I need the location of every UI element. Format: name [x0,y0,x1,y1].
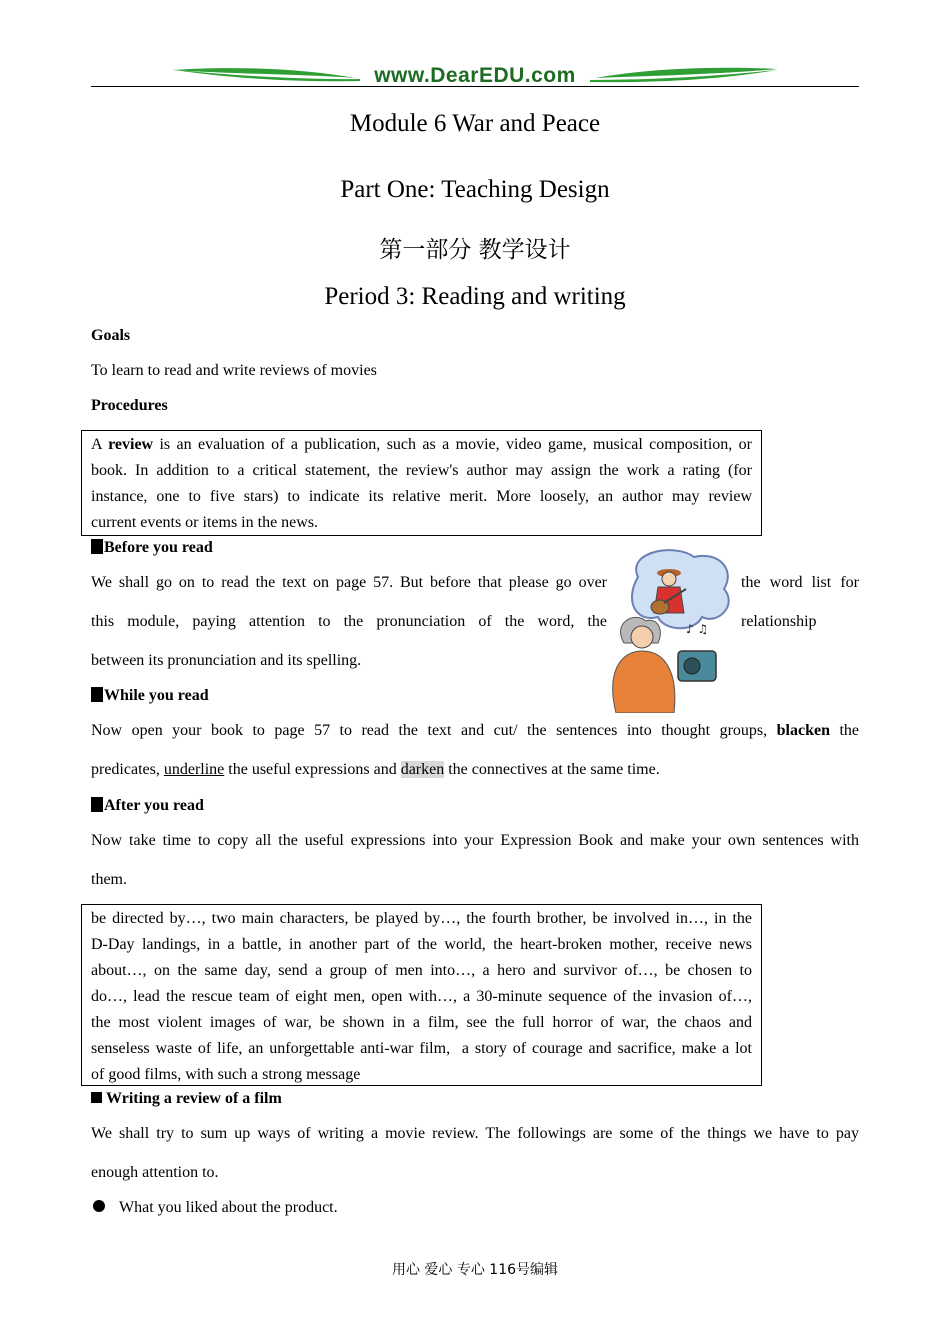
review-definition-box [81,430,762,536]
expr-line-4: do…, lead the rescue team of eight men, open with…, a 30-minute sequence of the invasion of…, [91,988,752,1005]
while-line-1 [91,722,859,740]
bullet-item-text: What you liked about the product. [119,1199,338,1216]
square-bullet-icon [91,539,103,554]
review-text-a: A [91,436,109,453]
writing-line-1: We shall try to sum up ways of writing a movie review. The followings are some of the things we have to pay [91,1125,859,1142]
while-text-f: the connectives at the same time. [444,761,660,778]
while-text-d: predicates, [91,761,164,778]
svg-text:♪ ♫: ♪ ♫ [686,622,709,636]
round-bullet-icon [93,1200,105,1212]
review-line-3: instance, one to five stars) to indicate its relative merit. More loosely, an author may review [91,488,752,505]
review-text-c: is an evaluation of a publication, such as a movie, video game, musical composition, or [153,436,753,453]
expr-line-2: D-Day landings, in a battle, in another part of the world, the heart-broken mother, receive news [91,936,752,953]
before-line-3: between its pronunciation and its spelling. [91,652,362,669]
procedures-heading: Procedures [91,397,168,414]
before-line-2-left: this module, paying attention to the pronunciation of the word, the [91,613,607,630]
period-title: Period 3: Reading and writing [324,283,626,310]
page-footer: 用心 爱心 专心 116号编辑 [391,1262,559,1278]
while-heading-text: While you read [104,687,209,704]
writing-heading-text: Writing a review of a film [106,1090,282,1107]
review-line-4: current events or items in the news. [91,514,319,531]
before-heading [91,539,859,557]
header-rule [91,86,859,87]
while-darken: darken [400,761,445,778]
after-line-1: Now take time to copy all the useful expressions into your Expression Book and make your own sentences with [91,832,859,849]
after-heading-text: After you read [104,797,204,814]
before-line-2-right: relationship [741,613,817,630]
writing-heading [91,1090,859,1108]
before-line-1-left: We shall go on to read the text on page 57. But before that please go over [91,574,607,591]
expr-line-5: the most violent images of war, be shown in a film, see the full horror of war, the chaos and [91,1014,752,1031]
expr-line-6: senseless waste of life, an unforgettable anti-war film, a story of courage and sacrifice, make a lot [91,1040,752,1057]
before-heading-text: Before you read [104,539,213,556]
while-underline: underline [163,761,225,778]
while-text-e: the useful expressions and [224,761,401,778]
square-bullet-icon [91,687,103,702]
module-title: Module 6 War and Peace [349,110,601,137]
after-heading [91,797,859,815]
while-heading [91,687,859,705]
part-title: Part One: Teaching Design [340,176,610,203]
expr-line-7: of good films, with such a strong message [91,1066,361,1083]
before-line-1-right: the word list for [741,574,859,591]
part-title-cn: 第一部分 教学设计 [379,237,571,263]
while-blacken: blacken [776,722,830,739]
square-bullet-icon [91,1092,102,1103]
bullet-item [93,1199,861,1217]
square-bullet-icon [91,797,103,812]
while-text-a: Now open your book to page 57 to read the text and cut/ the sentences into thought groups, [91,722,768,739]
while-line-2 [91,761,859,779]
expr-line-3: about…, on the same day, send a group of men into…, a hero and survivor of…, be chosen to [91,962,752,979]
goals-heading: Goals [91,327,131,344]
while-text-c: the [839,722,860,739]
review-term: review [108,436,154,453]
goals-text: To learn to read and write reviews of movies [91,362,377,379]
expressions-box [81,904,762,1086]
review-line-2: book. In addition to a critical statement, the review's author may assign the work a rating (for [91,462,752,479]
expr-line-1: be directed by…, two main characters, be played by…, the fourth brother, be involved in…, in the [91,910,752,927]
writing-line-2: enough attention to. [91,1164,219,1181]
review-line-1 [91,432,752,458]
site-url: www.DearEDU.com [374,64,576,87]
after-line-2: them. [91,871,127,888]
